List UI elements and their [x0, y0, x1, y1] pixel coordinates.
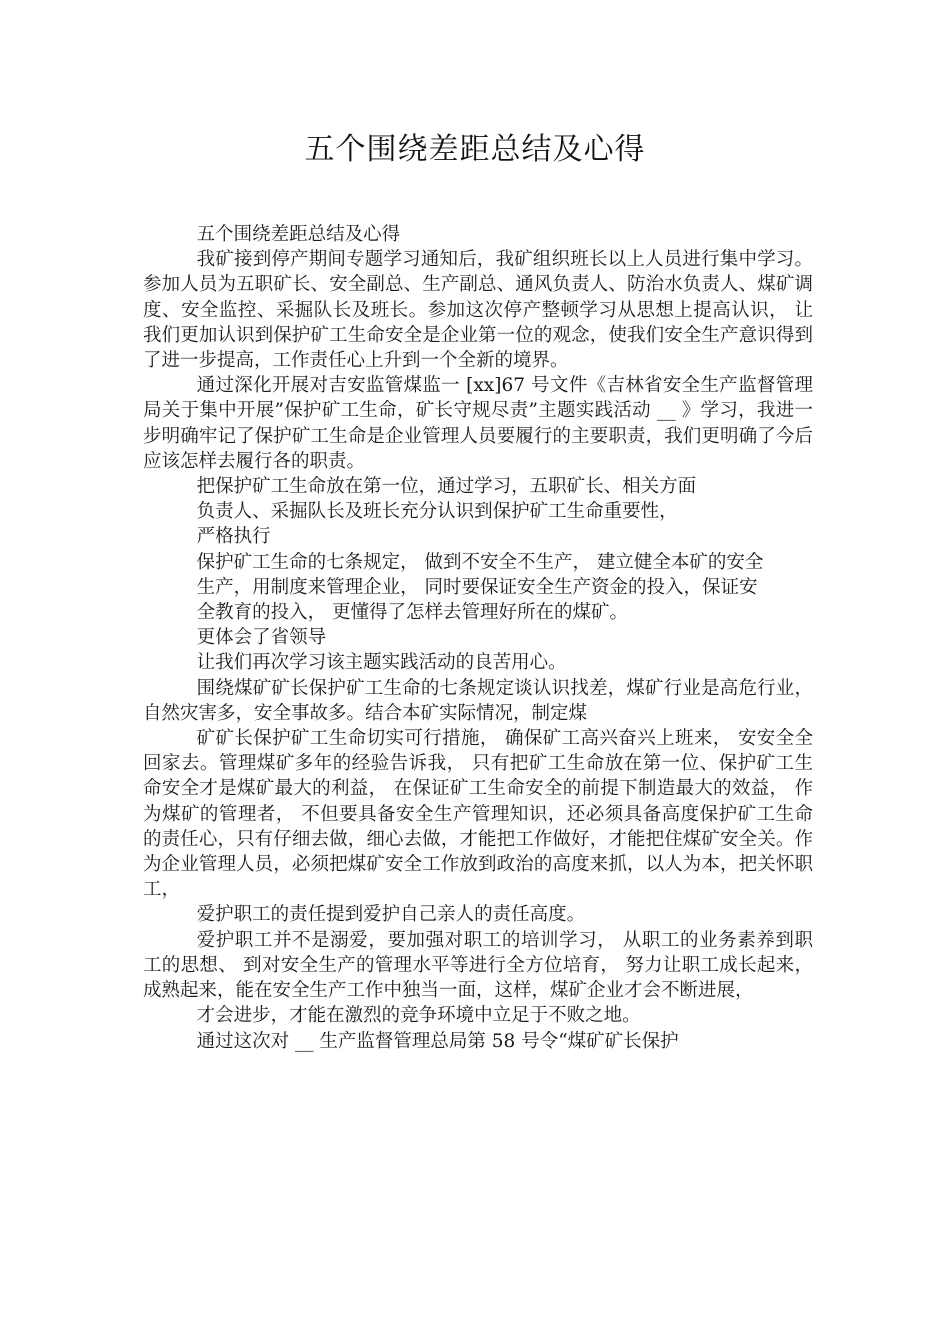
paragraph: 负责人、采掘队长及班长充分认识到保护矿工生命重要性， [196, 501, 678, 523]
paragraph: 爱护职工并不是溺爱，要加强对职工的培训学习， 从职工的业务素养到职工的思想、 到对安全生产的管理水平等进行全方位培育， 努力让职工成长起来， 成熟起来，能在安全生产工作中独当一面，这样，煤矿企业才会不断进展， [143, 929, 813, 1002]
paragraph: 才会进步，才能在激烈的竞争环境中立足于不败之地。 [196, 1005, 641, 1027]
paragraph: 爱护职工的责任提到爱护自己亲人的责任高度。 [196, 904, 586, 926]
document-title: 五个围绕差距总结及心得 [304, 132, 646, 167]
paragraph: 矿矿长保护矿工生命切实可行措施， 确保矿工高兴奋兴上班来， 安安全全回家去。管理煤矿多年的经验告诉我， 只有把矿工生命放在第一位、保护矿工生命安全才是煤矿最大的利益， 在保证矿工生命安全的前提下制造最大的效益， 作为煤矿的管理者， 不但要具备安全生产管理知识，还必须具备高度保护矿工生命的责任心，只有仔细去做，细心去做，才能把工作做好，才能把住煤矿安全关。作为企业管理人员，必须把煤矿安全工作放到政治的高度来抓，以人为本，把关怀职工， [143, 728, 813, 901]
paragraph: 保护矿工生命的七条规定， 做到不安全不生产， 建立健全本矿的安全 [196, 551, 764, 573]
paragraph: 五个围绕差距总结及心得 [196, 224, 401, 245]
paragraph: 围绕煤矿矿长保护矿工生命的七条规定谈认识找差，煤矿行业是高危行业，自然灾害多，安全事故多。结合本矿实际情况，制定煤 [143, 677, 813, 724]
paragraph: 生产，用制度来管理企业， 同时要保证安全生产资金的投入，保证安 [196, 576, 758, 598]
paragraph: 我矿接到停产期间专题学习通知后，我矿组织班长以上人员进行集中学习。参加人员为五职矿长、安全副总、生产副总、通风负责人、防治水负责人、煤矿调度、安全监控、采掘队长及班长。参加这次停产整顿学习从思想上提高认识， 让我们更加认识到保护矿工生命安全是企业第一位的观念，使我们安全生产意识得到了进一步提高，工作责任心上升到一个全新的境界。 [143, 249, 813, 372]
paragraph: 全教育的投入， 更懂得了怎样去管理好所在的煤矿。 [196, 602, 629, 624]
paragraph: 通过这次对 __ 生产监督管理总局第 58 号令“煤矿矿长保护 [196, 1030, 679, 1052]
paragraph: 严格执行 [196, 526, 271, 548]
paragraph: 把保护矿工生命放在第一位，通过学习，五职矿长、相关方面 [196, 476, 697, 498]
paragraph: 更体会了省领导 [196, 627, 327, 649]
document-body [143, 222, 813, 1054]
paragraph: 通过深化开展对吉安监管煤监一 [xx]67 号文件《吉林省安全生产监督管理局关于集中开展”保护矿工生命，矿长守规尽责”主题实践活动 __ 》学习，我进一步明确牢记了保护矿工生命是企业管理人员要履行的主要职责，我们更明确了今后应该怎样去履行各的职责。 [143, 375, 813, 472]
paragraph: 让我们再次学习该主题实践活动的良苦用心。 [196, 652, 567, 674]
